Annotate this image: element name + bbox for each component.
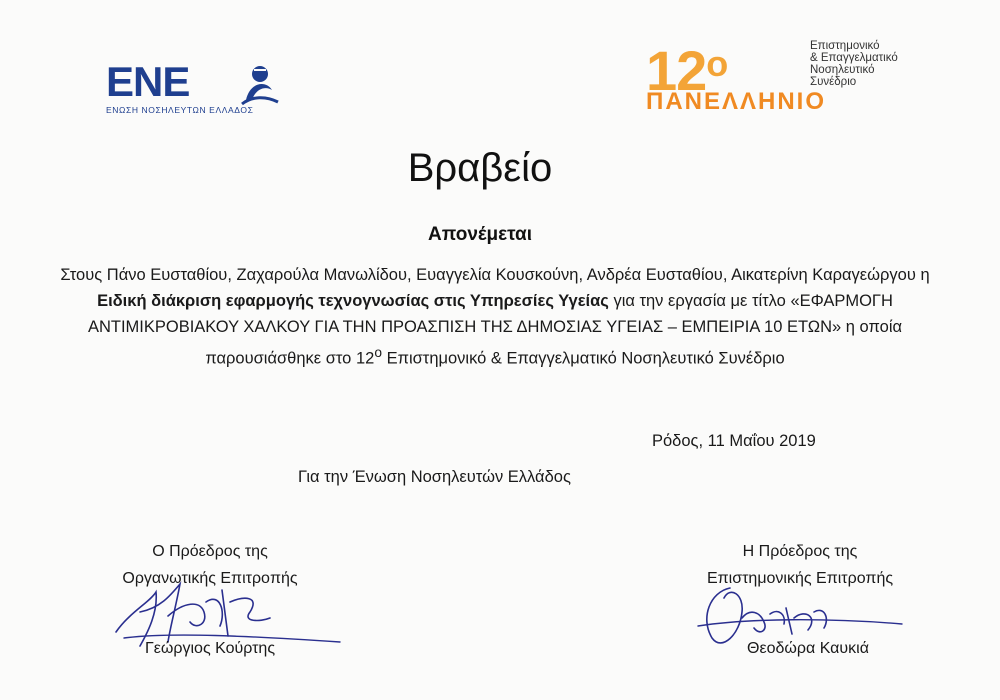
document-title: Βραβείο (407, 146, 553, 190)
place-date: Ρόδος, 11 Μαΐου 2019 (652, 432, 816, 450)
ene-logo-letters: ENE (106, 58, 190, 105)
congress-description-line: Συνέδριο (810, 76, 857, 88)
recipients-text: Στους Πάνο Ευσταθίου, Ζαχαρούλα Μανωλίδου, Ευαγγελία Κουσκούνη, Ανδρέα Ευσταθίου, Αικατερίνη Καραγεώργου η (60, 266, 930, 284)
congress-name-text: Επιστημονικό & Επαγγελματικό Νοσηλευτικό Συνέδριο (386, 349, 785, 368)
award-body (60, 262, 930, 372)
ene-logo (102, 58, 282, 120)
presented-at-text: η οποία παρουσιάσθηκε στο 12 (205, 318, 903, 368)
left-role-line: Οργανωτικής Επιτρoπής (122, 570, 298, 587)
congress-description (810, 40, 898, 88)
left-role-line: Ο Πρόεδρος της (152, 543, 268, 560)
congress-description-line: Νοσηλευτικό (810, 64, 875, 76)
right-role-line: Επιστημονικής Επιτροπής (706, 570, 894, 587)
presented-ordinal: ο (374, 345, 382, 360)
union-line: Για την Ένωση Νοσηλευτών Ελλάδος (298, 468, 571, 486)
left-signatory-name: Γεώργιος Κούρτης (144, 640, 276, 657)
congress-word: ΠΑΝΕΛΛΗΝΙΟ (646, 88, 827, 115)
nurse-emblem-icon (236, 60, 280, 106)
congress-description-line: Επιστημονικό (810, 40, 880, 52)
ene-logo-subtitle: ΕΝΩΣΗ ΝΟΣΗΛΕΥΤΩΝ ΕΛΛΑΔΟΣ (106, 105, 254, 115)
distinction-text: Ειδική διάκριση εφαρμογής τεχνογνωσίας στις Υπηρεσίες Υγείας (97, 292, 609, 310)
congress-number: $12^o$ (646, 39, 728, 102)
right-role-line: Η Πρόεδρος της (742, 543, 858, 560)
work-title-text: «ΕΦΑΡΜΟΓΗ ΑΝΤΙΜΙΚΡΟΒΙΑΚΟΥ ΧΑΛΚΟΥ ΓΙΑ ΤΗΝ ΠΡΟΑΣΠΙΣΗ ΤΗΣ ΔΗΜΟΣΙΑΣ ΥΓΕΙΑΣ – ΕΜΠΕΙΡΙΑ 10 ΕΤΩΝ» (87, 292, 893, 336)
awarded-label: Απονέμεται (427, 224, 533, 245)
right-signatory-name: Θεοδώρα Καυκιά (747, 640, 869, 657)
congress-description-line: & Επαγγελματικό (810, 52, 898, 64)
work-intro-text: για την εργασία με τίτλο (613, 292, 786, 310)
congress-logo (646, 40, 946, 114)
